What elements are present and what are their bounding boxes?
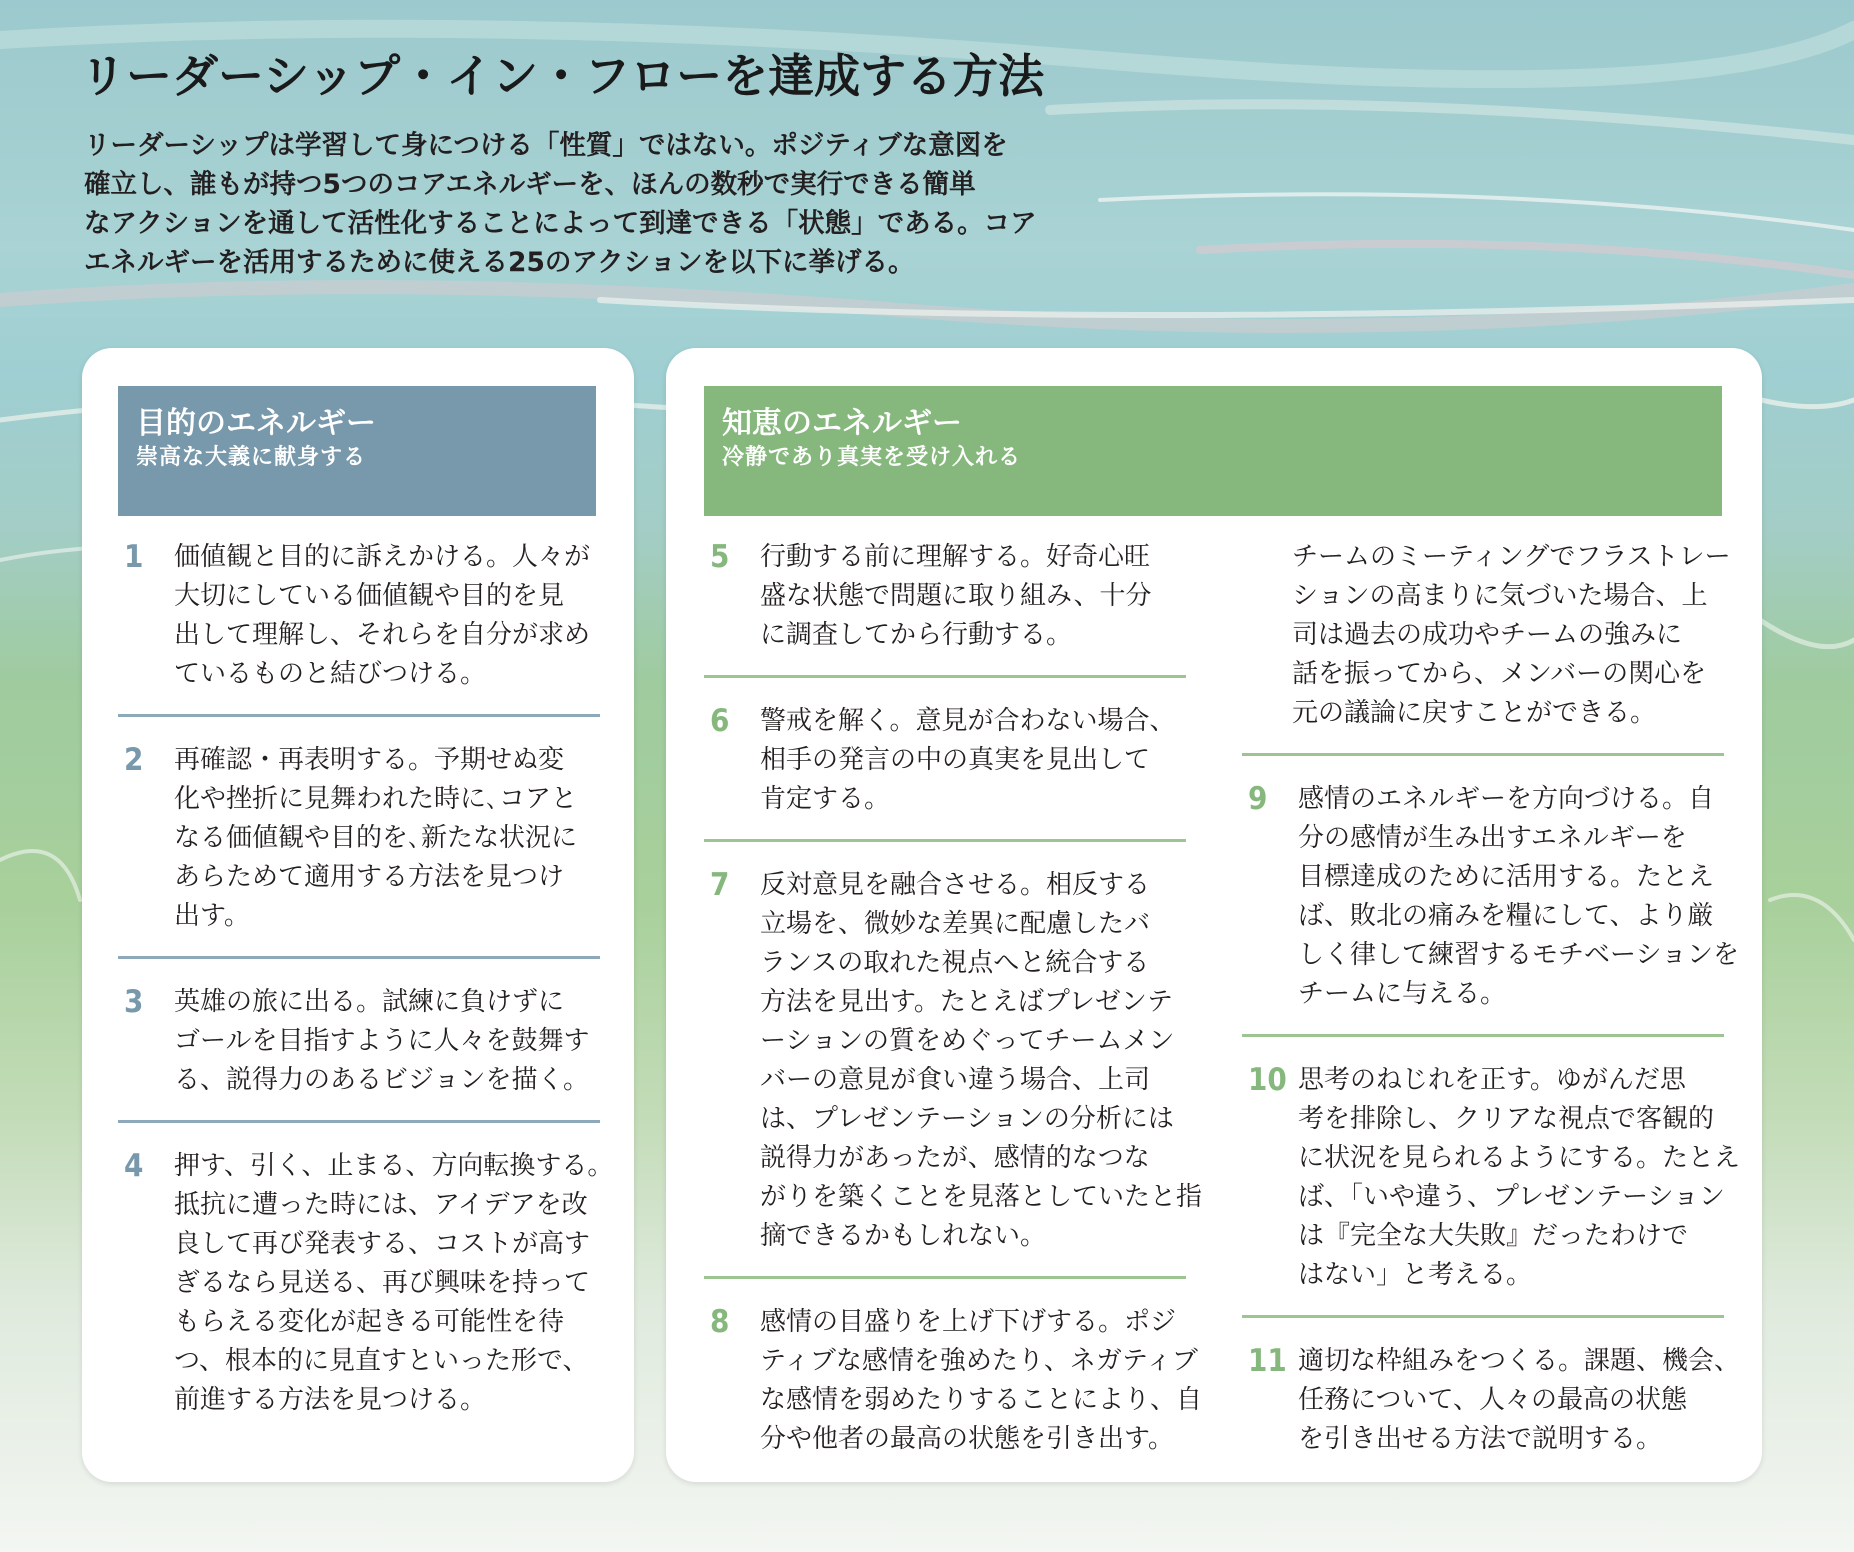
action-text-line: 任務について、人々の最高の状態 (1298, 1385, 1687, 1415)
action-item (704, 675, 1186, 839)
action-text-line: 相手の発言の中の真実を見出して (760, 745, 1151, 775)
action-number: 9 (1248, 781, 1268, 817)
purpose-energy-card (82, 348, 634, 1482)
action-text-line: あらためて適用する方法を見つけ (174, 862, 565, 892)
action-item (118, 1120, 614, 1440)
action-number: 1 (124, 539, 144, 575)
action-text-line: 出す。 (174, 901, 250, 931)
action-item (1242, 1315, 1741, 1479)
action-text-line: 盛な状態で問題に取り組み、十分 (760, 581, 1152, 611)
action-text-line: 司は過去の成功やチームの強みに (1292, 620, 1683, 650)
action-number: 8 (710, 1304, 730, 1340)
action-text-line: もらえる変化が起きる可能性を待 (174, 1307, 565, 1337)
action-text-line: 目標達成のために活用する。たとえ (1298, 862, 1715, 892)
action-text-line: ば、「いや違う、プレゼンテーション (1298, 1182, 1725, 1212)
purpose-action-list (118, 538, 614, 1440)
action-text-line: なる価値観や目的を､新たな状況に (174, 823, 578, 853)
purpose-energy-subheading: 崇高な大義に献身する (136, 445, 367, 470)
action-item (704, 839, 1203, 1276)
action-text (1298, 1342, 1740, 1459)
page-title: リーダーシップ・イン・フローを達成する方法 (80, 49, 1045, 103)
action-text-line: 摘できるかもしれない。 (760, 1221, 1047, 1251)
action-text-line: ているものと結びつける。 (174, 659, 487, 689)
action-text-line: 英雄の旅に出る。試練に負けずに (174, 987, 565, 1017)
action-text (1298, 1061, 1740, 1295)
action-text-line: 警戒を解く。意見が合わない場合、 (760, 706, 1176, 736)
action-text-line: 考を排除し、クリアな視点で客観的 (1298, 1104, 1715, 1134)
action-text-line: 化や挫折に見舞われた時に､コアと (174, 784, 578, 814)
action-text-line: チームに与える。 (1298, 979, 1507, 1009)
action-text-line: ーションの質をめぐってチームメン (760, 1026, 1175, 1056)
action-text (1242, 538, 1731, 733)
wisdom-energy-card (666, 348, 1762, 1482)
action-text-line: しく律して練習するモチベーションを (1298, 940, 1739, 970)
action-text (174, 1147, 613, 1420)
wisdom-energy-header (704, 386, 1722, 516)
action-item (118, 714, 600, 956)
action-text-line: つ、根本的に見直すといった形で、 (174, 1346, 589, 1376)
action-item (704, 538, 1186, 675)
action-text-line: 反対意見を融合させる。相反する (760, 870, 1151, 900)
action-text-line: は、プレゼンテーションの分析には (760, 1104, 1174, 1134)
intro-line: なアクションを通して活性化することによって到達できる「状態」である。コア (84, 208, 1037, 239)
action-number: 5 (710, 539, 730, 575)
action-text-line: に調査してから行動する。 (760, 620, 1073, 650)
action-text-line: バーの意見が食い違う場合、上司 (760, 1065, 1151, 1095)
action-text-line: 出して理解し、それらを自分が求め (174, 620, 591, 650)
action-text-line: 肯定する。 (760, 784, 891, 814)
wisdom-energy-subheading: 冷静であり真実を受け入れる (722, 445, 1022, 470)
action-text-line: 抵抗に遭った時には、アイデアを改 (174, 1190, 588, 1220)
action-number: 10 (1248, 1062, 1287, 1098)
intro-line: リーダーシップは学習して身につける「性質」ではない。ポジティブな意図を (84, 130, 1008, 161)
action-number: 7 (710, 867, 730, 903)
action-number: 11 (1248, 1343, 1287, 1379)
intro-line: エネルギーを活用するために使える25のアクションを以下に挙げる。 (84, 247, 915, 278)
action-text (1298, 780, 1739, 1014)
action-text (760, 866, 1202, 1256)
action-text-line: がりを築くことを見落としていたと指 (760, 1182, 1203, 1212)
action-text-line: 方法を見出す。たとえばプレゼンテ (760, 987, 1173, 1017)
action-item (1242, 753, 1739, 1034)
purpose-energy-heading: 目的のエネルギー (136, 406, 376, 441)
action-text-line: 話を振ってから、メンバーの関心を (1292, 659, 1707, 689)
action-text (174, 538, 600, 694)
action-text-line: 説得力があったが、感情的なつな (760, 1143, 1150, 1173)
action-item (1242, 1034, 1741, 1315)
purpose-energy-header (118, 386, 596, 516)
action-text-line: ゴールを目指すように人々を鼓舞す (174, 1026, 590, 1056)
action-number: 3 (124, 984, 144, 1020)
action-text-line: を引き出せる方法で説明する。 (1298, 1424, 1663, 1454)
action-text-line: 適切な枠組みをつくる。課題、機会、 (1298, 1346, 1741, 1376)
action-text (760, 1303, 1202, 1459)
action-text-line: に状況を見られるようにする。たとえ (1298, 1143, 1741, 1173)
action-text-line: る、説得力のあるビジョンを描く。 (174, 1065, 589, 1095)
action-text-line: な感情を弱めたりすることにより、自 (760, 1385, 1203, 1415)
action-text-line: 価値観と目的に訴えかける。人々が (174, 542, 591, 572)
action-text-line: は『完全な大失敗』だったわけで (1298, 1221, 1689, 1251)
action-text-line: 分の感情が生み出すエネルギーを (1298, 823, 1687, 853)
action-text-line: ションの高まりに気づいた場合、上 (1292, 581, 1708, 611)
action-number: 4 (124, 1148, 144, 1184)
action-number: 6 (710, 703, 730, 739)
action-text-line: 押す、引く、止まる、方向転換する。 (174, 1151, 614, 1181)
action-text-line: 分や他者の最高の状態を引き出す。 (760, 1424, 1174, 1454)
intro-line: 確立し、誰もが持つ5つのコアエネルギーを、ほんの数秒で実行できる簡単 (84, 169, 976, 200)
action-text (174, 983, 600, 1100)
wisdom-action-list-left (704, 538, 1203, 1479)
action-text-line: 感情の目盛りを上げ下げする。ポジ (760, 1307, 1177, 1337)
action-item (704, 1276, 1203, 1479)
action-text-line: 行動する前に理解する。好奇心旺 (760, 542, 1151, 572)
action-text-line: 良して再び発表する、コストが高す (174, 1229, 591, 1259)
action-text-line: 再確認・再表明する。予期せぬ変 (174, 745, 565, 775)
action-item (118, 538, 600, 714)
intro-paragraph (84, 126, 1074, 282)
action-item-continuation (1242, 538, 1731, 753)
action-text (760, 702, 1186, 819)
action-text-line: 大切にしている価値観や目的を見 (174, 581, 565, 611)
action-text-line: ティブな感情を強めたり、ネガティブ (760, 1346, 1198, 1376)
action-text-line: はない」と考える。 (1298, 1260, 1533, 1290)
action-text-line: ば、敗北の痛みを糧にして、より厳 (1298, 901, 1714, 931)
action-text-line: ぎるなら見送る、再び興味を持って (174, 1268, 591, 1298)
wisdom-energy-heading: 知恵のエネルギー (722, 406, 962, 441)
action-item (118, 956, 600, 1120)
action-text-line: チームのミーティングでフラストレー (1292, 542, 1731, 572)
action-text-line: 前進する方法を見つける。 (174, 1385, 487, 1415)
action-text (760, 538, 1186, 655)
action-text-line: ランスの取れた視点へと統合する (760, 948, 1150, 978)
action-text-line: 感情のエネルギーを方向づける。自 (1298, 784, 1715, 814)
wisdom-action-list-right (1242, 538, 1741, 1479)
action-text-line: 元の議論に戻すことができる。 (1292, 698, 1657, 728)
action-text (174, 741, 600, 936)
action-text-line: 思考のねじれを正す。ゆがんだ思 (1298, 1065, 1686, 1095)
action-text-line: 立場を、微妙な差異に配慮したバ (760, 909, 1151, 939)
action-number: 2 (124, 742, 144, 778)
